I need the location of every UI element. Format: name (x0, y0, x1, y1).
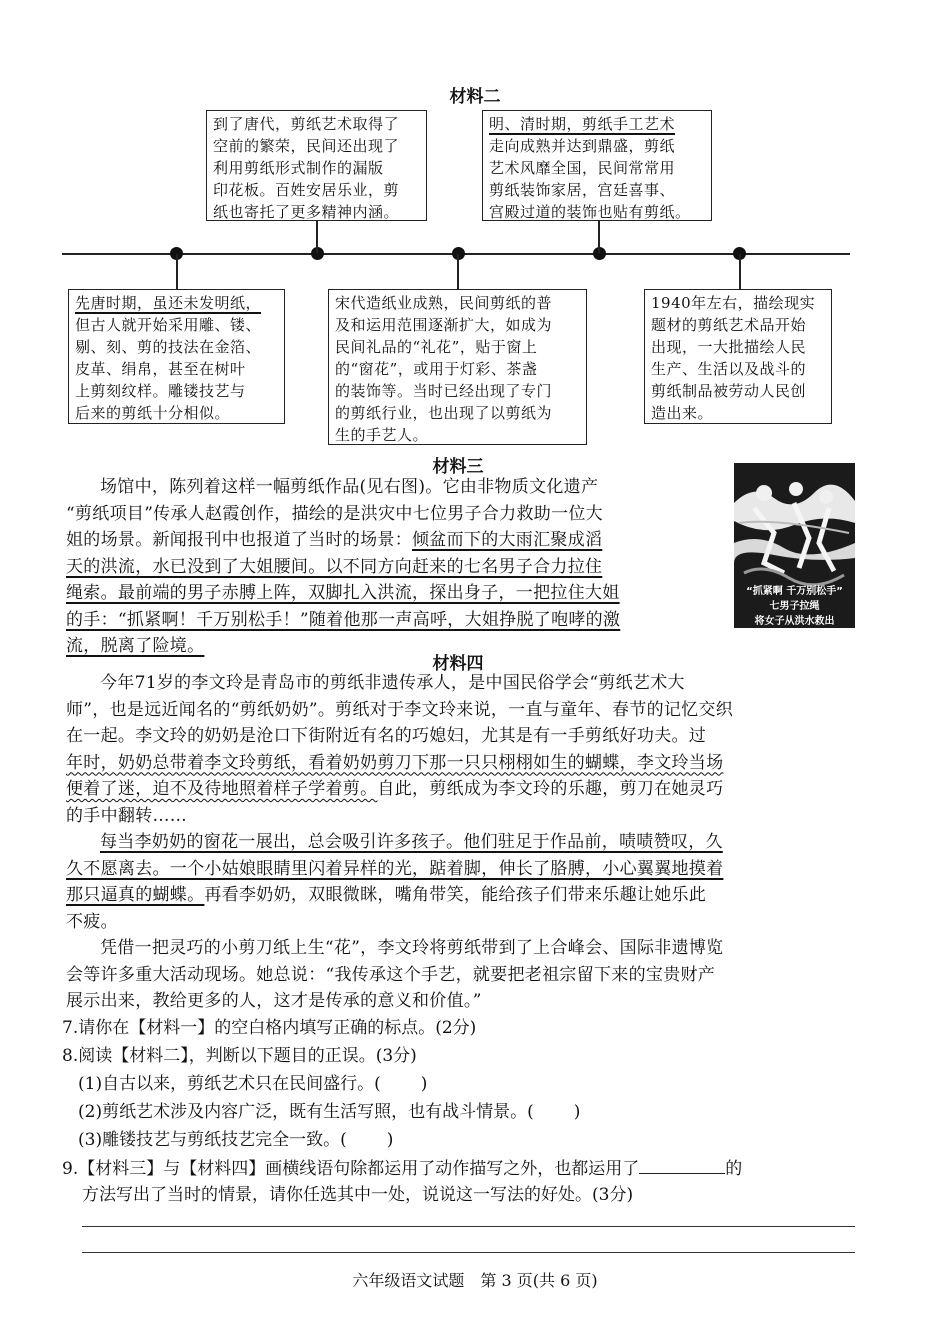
timeline-dot (452, 247, 465, 260)
timeline-box-1940 (644, 289, 832, 424)
text-line: 便着了迷，迫不及待地照着样子学着剪。自此，剪纸成为李文玲的乐趣，剪刀在她灵巧 (66, 779, 724, 799)
box-line: 题材的剪纸艺术品开始 (651, 316, 807, 334)
text-line: 天的洪流，水已没到了大姐腰间。以不同方向赶来的七名男子合力拉住 (66, 556, 603, 577)
box-line: 后来的剪纸十分相似。 (75, 404, 231, 422)
question-9: 9.【材料三】与【材料四】画横线语句除都运用了动作描写之外，也都运用了 的 (62, 1155, 742, 1182)
text-line: 不疲。 (66, 911, 118, 932)
box-line: 的“窗花”，或用于灯彩、茶盏 (335, 360, 538, 378)
fill-in-blank[interactable] (639, 1155, 725, 1174)
text-line: 师”，也是远近闻名的“剪纸奶奶”。剪纸对于李文玲来说，一直与童年、春节的记忆交织 (66, 699, 734, 720)
page-footer: 六年级语文试题 第 3 页(共 6 页) (352, 1271, 598, 1290)
material4-title: 材料四 (432, 654, 484, 674)
timeline-box-pre-tang (68, 289, 285, 424)
box-line: 1940年左右，描绘现实 (651, 294, 816, 312)
box-line: 空前的繁荣，民间还出现了 (213, 137, 400, 155)
timeline-connector (598, 221, 600, 253)
box-line: 及和运用范围逐渐扩大，如成为 (335, 316, 553, 334)
text-line: 每当李奶奶的窗花一展出，总会吸引许多孩子。他们驻足于作品前，啧啧赞叹，久 (100, 832, 723, 852)
timeline-dot (311, 247, 324, 260)
box-line: 生的手艺人。 (335, 426, 429, 444)
text-line: 绳索。最前端的男子赤膊上阵，双脚扎入洪流，探出身子，一把拉住大姐 (66, 583, 620, 603)
image-caption-line: 七男子拉绳 (769, 601, 820, 612)
box-line: 利用剪纸形式制作的漏版 (213, 159, 384, 177)
box-line: 民间礼品的“礼花”，贴于窗上 (335, 338, 538, 356)
text-line: 那只逼真的蝴蝶。再看李奶奶，双眼微眯，嘴角带笑，能给孩子们带来乐趣让她乐此 (66, 885, 707, 905)
material4-paragraph-3 (66, 935, 856, 1015)
material4-paragraph-1 (66, 670, 856, 829)
box-line: 剪纸制品被劳动人民创 (651, 382, 807, 400)
text-line: 年时，奶奶总带着李文玲剪纸，看着奶奶剪刀下那一只只栩栩如生的蝴蝶，李文玲当场 (66, 752, 724, 773)
box-line: 先唐时期，虽还未发明纸， (75, 294, 262, 312)
text-line: 流，脱离了险境。 (66, 636, 205, 656)
timeline-connector (739, 254, 741, 289)
papercut-artwork-image (734, 463, 855, 628)
box-line: 的装饰等。当时已经出现了专门 (335, 382, 553, 400)
question-8: 8.阅读【材料二】，判断以下题目的正误。(3分) (62, 1046, 417, 1066)
box-line: 剔、刻、剪的技法在金箔、 (75, 338, 262, 356)
question-8-3: (3)雕镂技艺与剪纸技艺完全一致。( ) (78, 1130, 394, 1150)
box-line: 走向成熟并达到鼎盛，剪纸 (489, 137, 676, 155)
answer-line[interactable] (82, 1252, 855, 1253)
box-line: 造出来。 (651, 404, 714, 422)
timeline-connector (316, 221, 318, 253)
text-line: 会等许多重大活动现场。她总说：“我传承这个手艺，就要把老祖宗留下来的宝贵财产 (66, 964, 716, 985)
text-line: 的手中翻转…… (66, 805, 188, 826)
box-line: 但古人就开始采用雕、镂、 (75, 316, 262, 334)
material3-paragraph (66, 474, 716, 660)
material3-title: 材料三 (432, 457, 484, 477)
text-line: 凭借一把灵巧的小剪刀纸上生“花”，李文玲将剪纸带到了上合峰会、国际非遗博览 (100, 938, 724, 958)
box-line: 纸也寄托了更多精神内涵。 (213, 203, 400, 221)
question-9-line-2: 方法写出了当时的情景，请你任选其中一处，说说这一写法的好处。(3分) (82, 1185, 634, 1205)
timeline-dot (593, 247, 606, 260)
timeline-box-song (328, 289, 587, 445)
box-line: 的剪纸行业，也出现了以剪纸为 (335, 404, 553, 422)
material2-title: 材料二 (449, 87, 501, 107)
box-line: 皮革、绢帛，甚至在树叶 (75, 360, 246, 378)
box-line: 印花板。百姓安居乐业，剪 (213, 181, 400, 199)
box-line: 出现，一大批描绘人民 (651, 338, 807, 356)
question-8-2: (2)剪纸艺术涉及内容广泛，既有生活写照，也有战斗情景。( ) (78, 1102, 581, 1122)
material4-paragraph-2 (66, 829, 856, 935)
timeline-connector (457, 254, 459, 289)
text-line: 的手：“抓紧啊！千万别松手！”随着他那一声高呼，大姐挣脱了咆哮的激 (66, 609, 621, 630)
answer-line[interactable] (82, 1226, 855, 1227)
text-line: 姐的场景。新闻报刊中也报道了当时的场景：倾盆而下的大雨汇聚成滔 (66, 530, 603, 550)
box-line: 剪纸装饰家居，宫廷喜事、 (489, 181, 676, 199)
text-line: 久不愿离去。一个小姑娘眼睛里闪着异样的光，踮着脚，伸长了胳膊，小心翼翼地摸着 (66, 858, 724, 879)
timeline-connector (176, 254, 178, 289)
text-line: 展示出来，教给更多的人，这才是传承的意义和价值。” (66, 991, 482, 1011)
image-caption-line: “抓紧啊 千万别松手” (746, 586, 843, 597)
box-line: 明、清时期，剪纸手工艺术 (489, 115, 676, 133)
question-8-1: (1)自古以来，剪纸艺术只在民间盛行。( ) (78, 1074, 428, 1094)
text-line: 今年71岁的李文玲是青岛市的剪纸非遗传承人，是中国民俗学会“剪纸艺术大 (100, 673, 685, 693)
text-line: 场馆中，陈列着这样一幅剪纸作品(见右图)。它由非物质文化遗产 (100, 477, 599, 497)
box-line: 到了唐代，剪纸艺术取得了 (213, 115, 400, 133)
question-7: 7.请你在【材料一】的空白格内填写正确的标点。(2分) (62, 1018, 477, 1038)
timeline-box-ming-qing (482, 110, 712, 221)
text-line: “剪纸项目”传承人赵霞创作，描绘的是洪灾中七位男子合力救助一位大 (66, 503, 603, 524)
image-caption-line: 将女子从洪水救出 (754, 616, 835, 627)
text-line: 在一起。李文玲的奶奶是沧口下街附近有名的巧媳妇，尤其是有一手剪纸好功夫。过 (66, 726, 707, 746)
box-line: 宋代造纸业成熟，民间剪纸的普 (335, 294, 553, 312)
timeline-box-tang (206, 110, 427, 221)
box-line: 上剪刻纹样。雕镂技艺与 (75, 382, 246, 400)
box-line: 生产、生活以及战斗的 (651, 360, 807, 378)
box-line: 艺术风靡全国，民间常常用 (489, 159, 676, 177)
box-line: 宫殿过道的装饰也贴有剪纸。 (489, 203, 691, 221)
